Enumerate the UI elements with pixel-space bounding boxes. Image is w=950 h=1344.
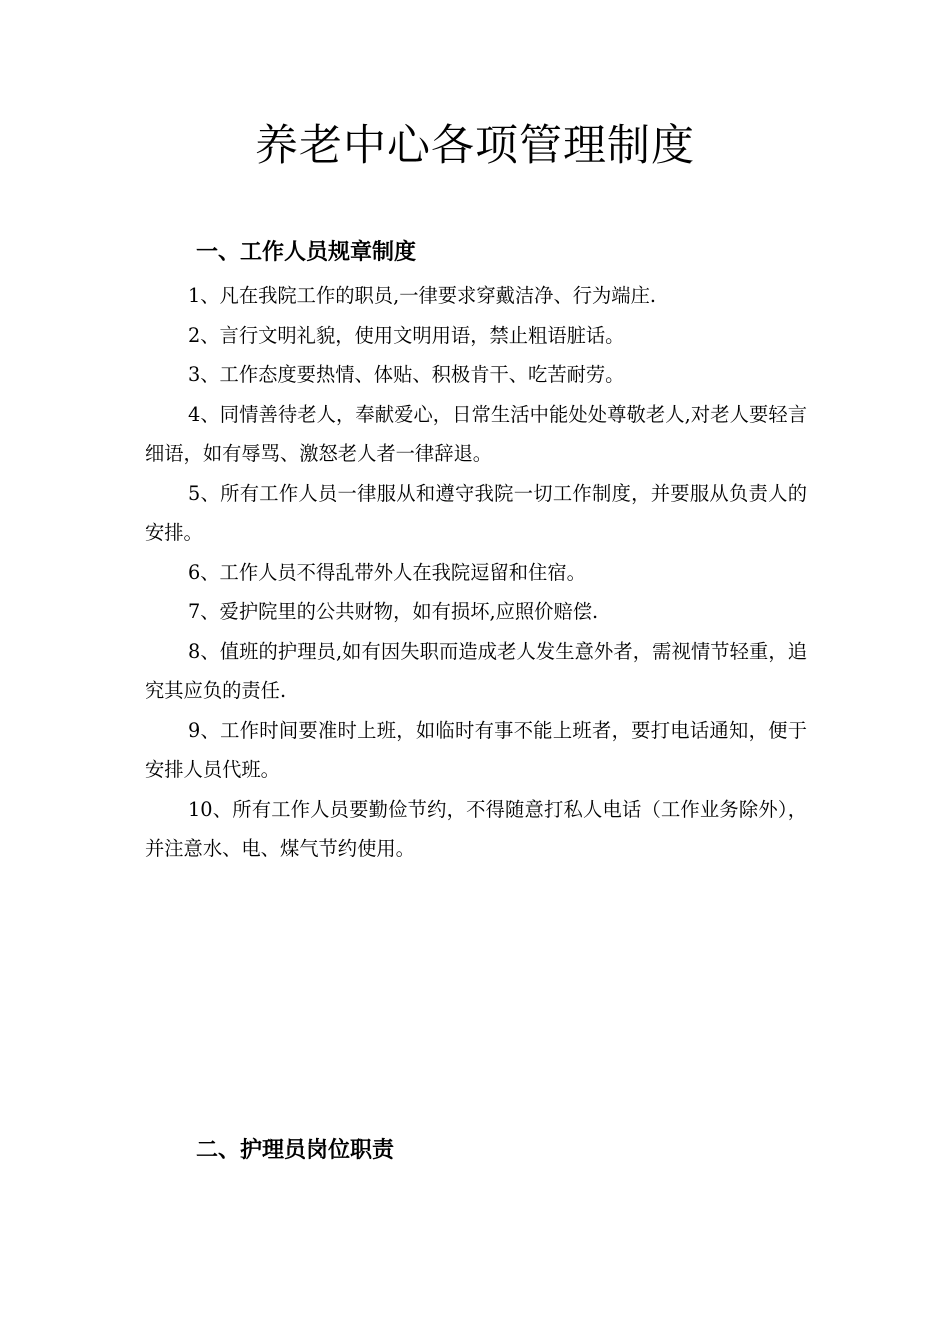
document-title: 养老中心各项管理制度 [255, 121, 695, 171]
staff-rules-list [145, 276, 807, 869]
section-heading-caregiver-duties: 二、护理员岗位职责 [196, 1137, 395, 1163]
section-heading-staff-rules: 一、工作人员规章制度 [196, 239, 417, 265]
rule-item-1: 1、凡在我院工作的职员,一律要求穿戴洁净、行为端庄. [188, 284, 656, 307]
rule-item-4: 4、同情善待老人，奉献爱心，日常生活中能处处尊敬老人,对老人要轻言细语，如有辱骂、激怒老人者一律辞退。 [145, 402, 807, 465]
rule-item-6: 6、工作人员不得乱带外人在我院逗留和住宿。 [188, 560, 586, 584]
rule-item-8: 8、值班的护理员,如有因失职而造成老人发生意外者，需视情节轻重，追究其应负的责任. [145, 639, 807, 702]
rule-item-9: 9、工作时间要准时上班，如临时有事不能上班者，要打电话通知，便于安排人员代班。 [145, 718, 807, 781]
rule-item-2: 2、言行文明礼貌，使用文明用语，禁止粗语脏话。 [188, 323, 625, 347]
rule-item-5: 5、所有工作人员一律服从和遵守我院一切工作制度，并要服从负责人的安排。 [145, 481, 807, 544]
rule-item-7: 7、爱护院里的公共财物，如有损坏,应照价赔偿. [188, 600, 599, 623]
rule-item-10: 10、所有工作人员要勤俭节约，不得随意打私人电话（工作业务除外），并注意水、电、煤气节约使用。 [145, 797, 807, 860]
rule-item-3: 3、工作态度要热情、体贴、积极肯干、吃苦耐劳。 [188, 363, 625, 386]
